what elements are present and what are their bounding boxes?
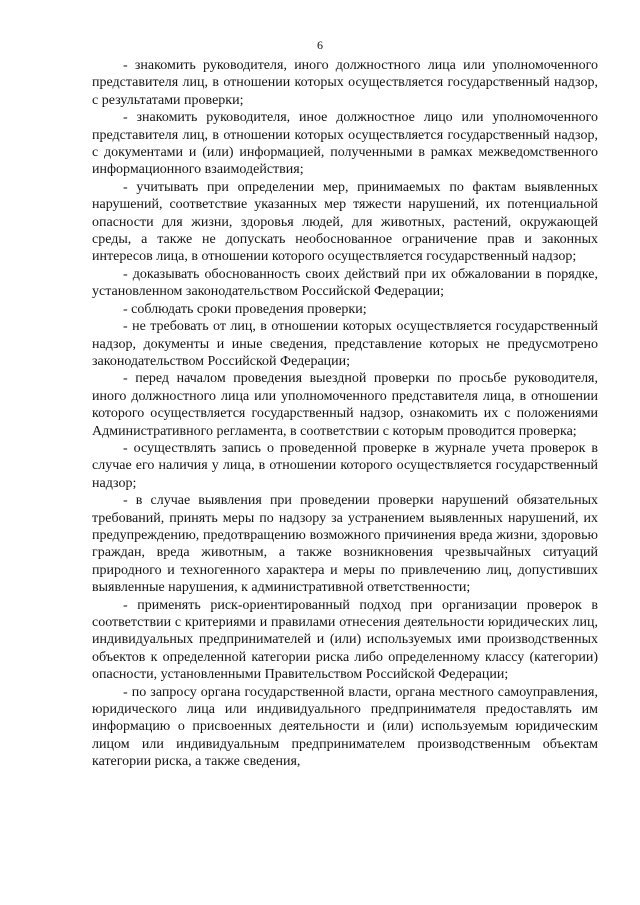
paragraph-6: - не требовать от лиц, в отношении которых осуществляется государственный надзор, документы и иные сведения, представление которых не предусмотрено законодательством Российской Федерации; xyxy=(92,319,598,369)
page-number: 6 xyxy=(317,38,323,52)
paragraph-11: - по запросу органа государственной власти, органа местного самоуправления, юридического лица или индивидуального предпринимателя предоставлять им информацию о присвоенных деятельности и (или) используемым юридическим лицом или индивидуальным предпринимателем производственным объектам категории риска, а также сведения, xyxy=(92,684,598,770)
paragraph-4: - доказывать обоснованность своих действий при их обжаловании в порядке, установленном законодательством Российской Федерации; xyxy=(92,266,598,300)
paragraph-1: - знакомить руководителя, иного должностного лица или уполномоченного представителя лиц, в отношении которых осуществляется государственный надзор, с результатами проверки; xyxy=(92,58,598,108)
paragraph-2: - знакомить руководителя, иное должностное лицо или уполномоченного представителя лиц, в отношении которых осуществляется государственный надзор, с документами и (или) информацией, полученными в рамках межведомственного информационного взаимодействия; xyxy=(92,110,598,178)
paragraph-3: - учитывать при определении мер, принимаемых по фактам выявленных нарушений, соответствие указанных мер тяжести нарушений, их потенциальной опасности для жизни, здоровья людей, для животных, растений, окружающей среды, а также не допускать необоснованное ограничение прав и законных интересов лица, в отношении которого осуществляется государственный надзор; xyxy=(92,179,598,265)
paragraph-9: - в случае выявления при проведении проверки нарушений обязательных требований, принять меры по надзору за устранением выявленных нарушений, их предупреждению, предотвращению возможного причинения вреда жизни, здоровью граждан, вреда животным, а также возникновения чрезвычайных ситуаций природного и техногенного характера и меры по привлечению лиц, допустивших выявленные нарушения, к административной ответственности; xyxy=(92,493,598,596)
paragraph-8: - осуществлять запись о проведенной проверке в журнале учета проверок в случае его наличия у лица, в отношении которого осуществляется государственный надзор; xyxy=(92,440,598,491)
paragraph-5: - соблюдать сроки проведения проверки; xyxy=(123,301,367,317)
paragraph-7: - перед началом проведения выездной проверки по просьбе руководителя, иного должностного лица или уполномоченного представителя лица, в отношении которого осуществляется государственный надзор, ознакомить их с положениями Административного регламента, в соответствии с которым проводится проверка; xyxy=(92,371,598,439)
paragraph-10: - применять риск-ориентированный подход при организации проверок в соответствии с критериями и правилами отнесения деятельности юридических лиц, индивидуальных предпринимателей и (или) используемых ими производственных объектов к определенной категории риска либо определенному классу (категории) опасности, установленными Правительством Российской Федерации; xyxy=(92,597,598,683)
body-text xyxy=(92,57,598,771)
